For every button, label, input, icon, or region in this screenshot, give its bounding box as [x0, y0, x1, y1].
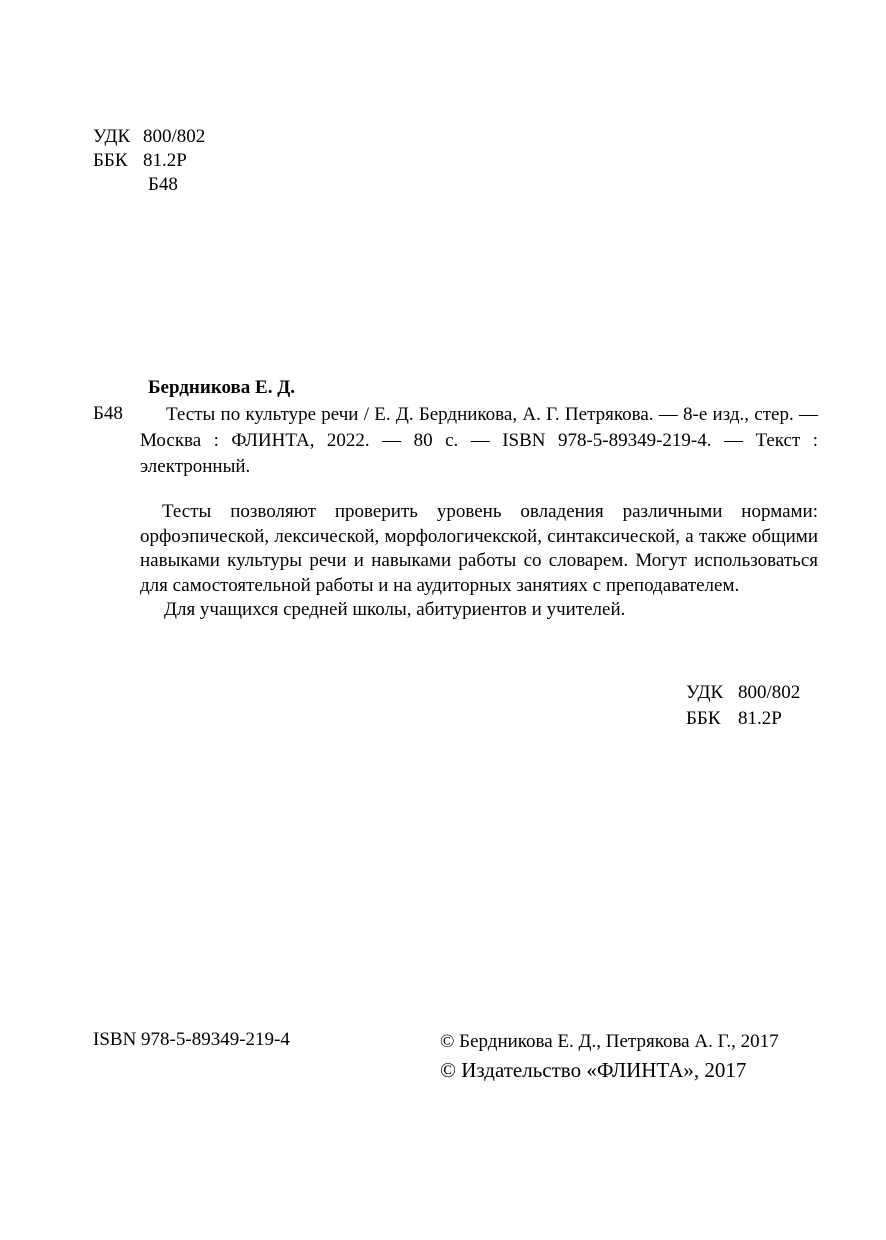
- footer-bbk-label: ББК: [686, 708, 721, 729]
- annotation-paragraph: Тесты позволяют проверить уровень овладения различными нормами: орфоэпической, лексической, морфологичекской, синтаксической, а также общими навыками культуры речи и навыками работы со словарем. Могут использоваться для самостоятельной работы и на аудиторных занятиях с преподавателем.: [140, 501, 818, 596]
- footer-udk-value: 800/802: [738, 682, 801, 703]
- bibliographic-description-text: Тесты по культуре речи / Е. Д. Бердникова, А. Г. Петрякова. — 8-е изд., стер. — Москва : ФЛИНТА, 2022. — 80 с. — ISBN 978-5-89349-219-4. — Текст : электронный.: [140, 404, 818, 477]
- isbn: ISBN 978-5-89349-219-4: [93, 1029, 290, 1050]
- header-classification-codes: [93, 125, 205, 197]
- bbk-value: 81.2Р: [143, 150, 187, 171]
- entry-author-mark: Б48: [93, 403, 123, 424]
- annotation: [140, 500, 818, 623]
- udk-label: УДК: [93, 126, 131, 147]
- footer-udk-label: УДК: [686, 682, 724, 703]
- footer-bbk-row: [686, 706, 800, 732]
- udk-value: 800/802: [143, 126, 206, 147]
- header-author-mark: Б48: [148, 174, 178, 195]
- footer-bbk-value: 81.2Р: [738, 708, 782, 729]
- copyright-block: [440, 1028, 779, 1084]
- udk-code-row: [93, 125, 205, 149]
- bbk-code-row: [93, 149, 205, 173]
- author-heading: Бердникова Е. Д.: [148, 377, 296, 398]
- footer-udk-row: [686, 680, 800, 706]
- footer-classification-codes: [686, 680, 800, 732]
- bibliographic-description: [140, 402, 818, 480]
- annotation-audience: Для учащихся средней школы, абитуриентов и учителей.: [164, 599, 626, 620]
- copyright-publisher: © Издательство «ФЛИНТА», 2017: [440, 1058, 747, 1082]
- bbk-label: ББК: [93, 150, 128, 171]
- copyright-authors: © Бердникова Е. Д., Петрякова А. Г., 2017: [440, 1031, 779, 1052]
